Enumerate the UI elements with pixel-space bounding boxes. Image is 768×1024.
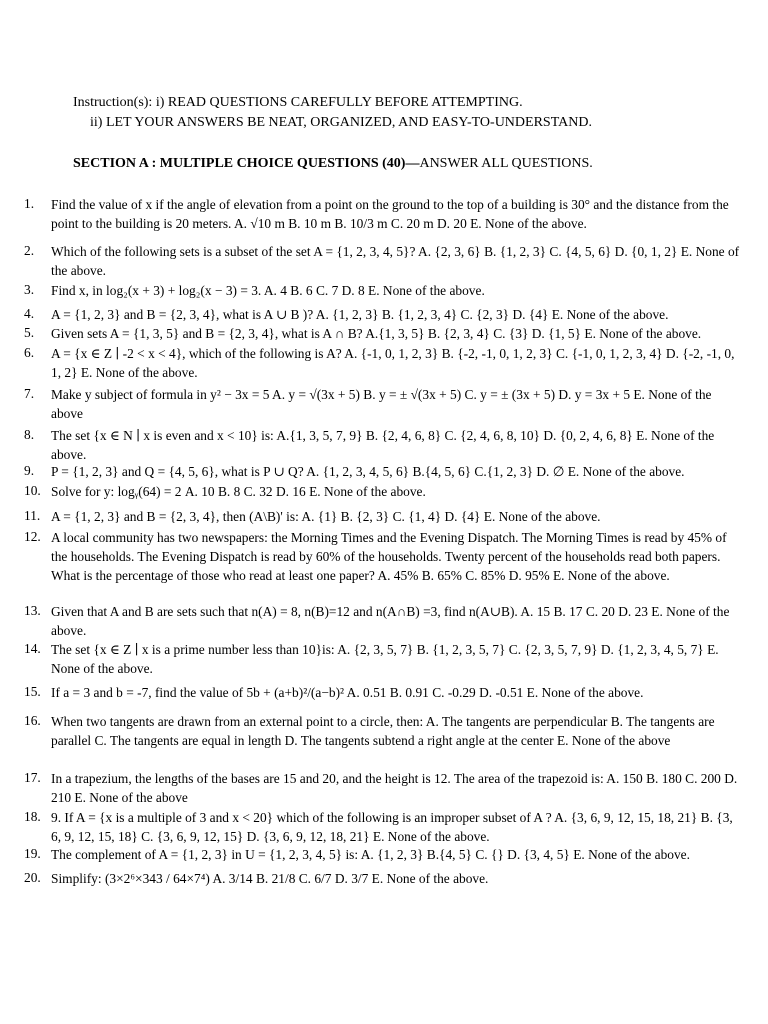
question-text: Make y subject of formula in y² − 3x = 5 A. y = √(3x + 5) B. y = ± √(3x + 5) C. y = ± (3x + 5) D. y = 3x + 5 E. None of the above <box>51 387 712 421</box>
question-number: 15. <box>24 684 41 699</box>
question-text: A = {1, 2, 3} and B = {2, 3, 4}, then (A\B)' is: A. {1} B. {2, 3} C. {1, 4} D. {4} E. None of the above. <box>51 509 601 524</box>
section-heading <box>73 156 593 172</box>
question-text: If a = 3 and b = -7, find the value of 5b + (a+b)²/(a−b)² A. 0.51 B. 0.91 C. -0.29 D. -0.51 E. None of the above. <box>51 685 644 700</box>
question-text: Find x, in log₂(x + 3) + log₂(x − 3) = 3. A. 4 B. 6 C. 7 D. 8 E. None of the above. <box>51 283 485 298</box>
question-text: When two tangents are drawn from an external point to a circle, then: A. The tangents are perpendicular B. The tangents are parallel C. The tangents are equal in length D. The tangents subtend a right angle at the center E. None of the above <box>51 714 715 748</box>
question-number: 6. <box>24 345 35 360</box>
question-number: 2. <box>24 243 35 258</box>
question-text: Solve for y: logᵧ(64) = 2 A. 10 B. 8 C. 32 D. 16 E. None of the above. <box>51 484 426 499</box>
section-title: SECTION A : MULTIPLE CHOICE QUESTIONS (40)— <box>73 156 420 171</box>
question-number: 17. <box>24 770 41 785</box>
question-text: A = {1, 2, 3} and B = {2, 3, 4}, what is A ∪ B )? A. {1, 2, 3} B. {1, 2, 3, 4} C. {2, 3} D. {4} E. None of the above. <box>51 307 669 322</box>
question-number: 20. <box>24 870 41 885</box>
question-number: 16. <box>24 713 41 728</box>
question-number: 18. <box>24 809 41 824</box>
question-text: In a trapezium, the lengths of the bases are 15 and 20, and the height is 12. The area of the trapezoid is: A. 150 B. 180 C. 200 D. 210 E. None of the above <box>51 771 738 805</box>
question-number: 13. <box>24 603 41 618</box>
question-text: 9. If A = {x is a multiple of 3 and x < 20} which of the following is an improper subset of A ? A. {3, 6, 9, 12, 15, 18, 21} B. {3, 6, 9, 12, 15, 18} C. {3, 6, 9, 12, 15} D. {3, 6, 9, 12, 18, 21} E. None of the above. <box>51 810 733 844</box>
question-number: 3. <box>24 282 35 297</box>
question-number: 10. <box>24 483 41 498</box>
question-number: 1. <box>24 196 35 211</box>
question-text: A local community has two newspapers: the Morning Times and the Evening Dispatch. The Morning Times is read by 45% of the households. The Evening Dispatch is read by 60% of the households. Twenty percent of the households read both papers. What is the percentage of those who read at least one paper? A. 45% B. 65% C. 85% D. 95% E. None of the above. <box>51 530 727 583</box>
question-number: 19. <box>24 846 41 861</box>
question-text: Given that A and B are sets such that n(A) = 8, n(B)=12 and n(A∩B) =3, find n(A∪B). A. 15 B. 17 C. 20 D. 23 E. None of the above. <box>51 604 730 638</box>
question-number: 7. <box>24 386 35 401</box>
question-text: The set {x ∈ Z ∣ x is a prime number less than 10}is: A. {2, 3, 5, 7} B. {1, 2, 3, 5, 7} C. {2, 3, 5, 7, 9} D. {1, 2, 3, 4, 5, 7} E. None of the above. <box>51 642 719 676</box>
question-number: 9. <box>24 463 35 478</box>
question-text: The set {x ∈ N ∣ x is even and x < 10} is: A.{1, 3, 5, 7, 9} B. {2, 4, 6, 8} C. {2, 4, 6, 8, 10} D. {0, 2, 4, 6, 8} E. None of the above. <box>51 428 715 462</box>
question-number: 8. <box>24 427 35 442</box>
question-text: Simplify: (3×2⁶×343 / 64×7⁴) A. 3/14 B. 21/8 C. 6/7 D. 3/7 E. None of the above. <box>51 871 489 886</box>
question-text: The complement of A = {1, 2, 3} in U = {1, 2, 3, 4, 5} is: A. {1, 2, 3} B.{4, 5} C. {} D. {3, 4, 5} E. None of the above. <box>51 847 690 862</box>
question-text: A = {x ∈ Z ∣ -2 < x < 4}, which of the following is A? A. {-1, 0, 1, 2, 3} B. {-2, -1, 0, 1, 2, 3} C. {-1, 0, 1, 2, 3, 4} D. {-2, -1, 0, 1, 2} E. None of the above. <box>51 346 735 380</box>
instruction-line-2: ii) LET YOUR ANSWERS BE NEAT, ORGANIZED, AND EASY-TO-UNDERSTAND. <box>90 115 592 130</box>
question-number: 5. <box>24 325 35 340</box>
question-number: 14. <box>24 641 41 656</box>
section-subtitle: ANSWER ALL QUESTIONS. <box>419 156 593 171</box>
question-text: Which of the following sets is a subset of the set A = {1, 2, 3, 4, 5}? A. {2, 3, 6} B. {1, 2, 3} C. {4, 5, 6} D. {0, 1, 2} E. None of the above. <box>51 244 740 278</box>
question-number: 11. <box>24 508 41 523</box>
question-text: P = {1, 2, 3} and Q = {4, 5, 6}, what is P ∪ Q? A. {1, 2, 3, 4, 5, 6} B.{4, 5, 6} C.{1, 2, 3} D. ∅ E. None of the above. <box>51 464 685 479</box>
question-text: Given sets A = {1, 3, 5} and B = {2, 3, 4}, what is A ∩ B? A.{1, 3, 5} B. {2, 3, 4} C. {3} D. {1, 5} E. None of the above. <box>51 326 702 341</box>
question-number: 4. <box>24 306 35 321</box>
question-number: 12. <box>24 529 41 544</box>
instruction-line-1: Instruction(s): i) READ QUESTIONS CAREFULLY BEFORE ATTEMPTING. <box>73 95 523 110</box>
question-text: Find the value of x if the angle of elevation from a point on the ground to the top of a building is 30° and the distance from the point to the building is 20 meters. A. √10 m B. 10 m B. 10/3 m C. 20 m D. 20 E. None of the above. <box>51 197 729 231</box>
